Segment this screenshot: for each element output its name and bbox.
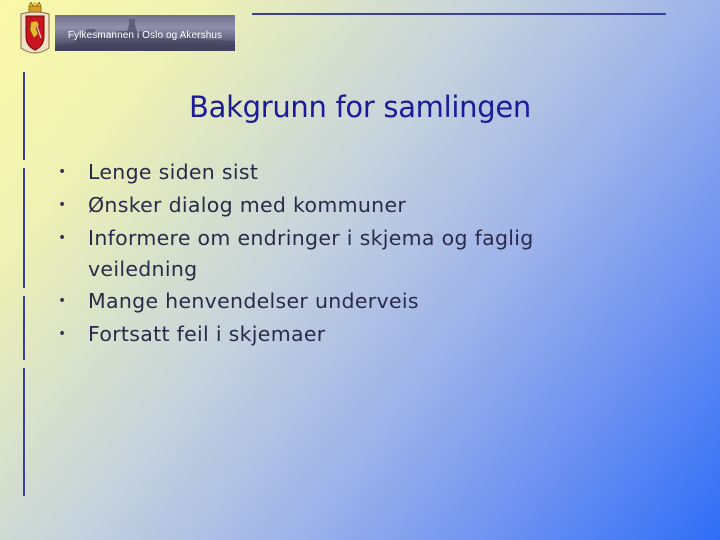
side-divider-line: [23, 168, 25, 288]
side-divider-line: [23, 368, 25, 496]
list-item: [58, 223, 618, 285]
list-item: [58, 319, 618, 350]
organization-banner: [55, 15, 235, 51]
bullet-text: Ønsker dialog med kommuner: [88, 193, 407, 217]
list-item: [58, 286, 618, 317]
header-divider-line: [252, 13, 666, 15]
bullet-icon: •: [58, 164, 67, 180]
slide-title: Bakgrunn for samlingen: [189, 90, 531, 124]
bullet-text: Fortsatt feil i skjemaer: [88, 322, 326, 346]
list-item: [58, 157, 618, 188]
list-item: [58, 190, 618, 221]
bullet-icon: •: [58, 293, 67, 309]
bullet-list: [58, 157, 618, 352]
bullet-text: Informere om endringer i skjema og faglig veiledning: [88, 226, 534, 281]
organization-name: Fylkesmannen i Oslo og Akershus: [67, 30, 223, 41]
bullet-icon: •: [58, 197, 67, 213]
bullet-icon: •: [58, 230, 67, 246]
bullet-text: Lenge siden sist: [88, 160, 259, 184]
bullet-icon: •: [58, 326, 67, 342]
side-divider-line: [23, 296, 25, 360]
bullet-text: Mange henvendelser underveis: [88, 289, 419, 313]
norwegian-coat-of-arms-icon: [18, 2, 52, 56]
